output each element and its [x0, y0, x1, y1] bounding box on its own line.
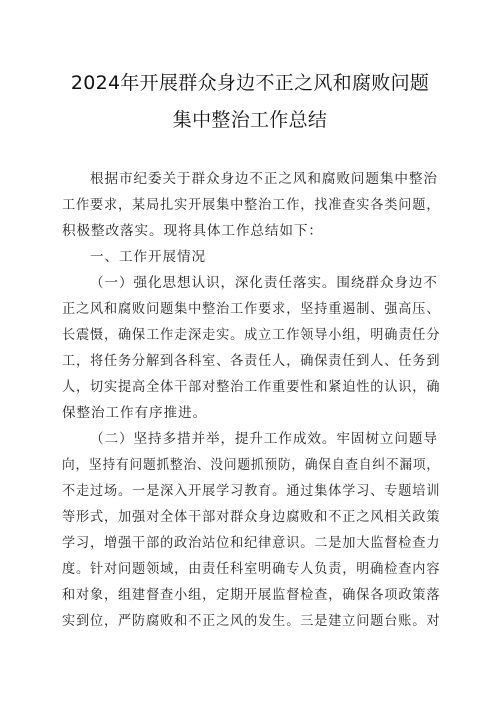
section-heading: 一、工作开展情况	[90, 249, 206, 265]
body-line: 正之风和腐败问题集中整治工作要求，坚持重遏制、强高压、	[62, 301, 441, 317]
body-line: 工作要求，某局扎实开展集中整治工作，找准查实各类问题，	[62, 197, 441, 213]
document-title-line-2: 集中整治工作总结	[172, 109, 328, 131]
body-line: 向，坚持有问题抓整治、没问题抓预防，确保自查自纠不漏项，	[62, 457, 440, 473]
body-line: （二）坚持多措并举，提升工作成效。牢固树立问题导	[90, 431, 438, 447]
body-line: 长震慑，确保工作走深走实。成立工作领导小组，明确责任分	[62, 327, 441, 343]
body-line: 和对象，组建督查小组，定期开展监督检查，确保各项政策落	[62, 587, 441, 603]
body-line: 积极整改落实。现将具体工作总结如下：	[62, 223, 323, 239]
body-line: 根据市纪委关于群众身边不正之风和腐败问题集中整治	[90, 171, 438, 187]
body-line: 不走过场。一是深入开展学习教育。通过集体学习、专题培训	[62, 483, 441, 499]
body-line: 工，将任务分解到各科室、各责任人，确保责任到人、任务到	[62, 353, 441, 369]
body-line: 人，切实提高全体干部对整治工作重要性和紧迫性的认识，确	[62, 379, 441, 395]
body-line: 学习，增强干部的政治站位和纪律意识。二是加大监督检查力	[62, 535, 441, 551]
body-line: 等形式，加强对全体干部对群众身边腐败和不正之风相关政策	[62, 509, 441, 525]
body-line: 实到位，严防腐败和不正之风的发生。三是建立问题台账。对	[62, 613, 441, 629]
document-title-line-1: 2024年开展群众身边不正之风和腐败问题	[70, 72, 430, 94]
body-line: 度。针对问题领域，由责任科室明确专人负责，明确检查内容	[62, 561, 441, 577]
body-line: 保整治工作有序推进。	[62, 405, 207, 421]
body-line: （一）强化思想认识，深化责任落实。围绕群众身边不	[90, 275, 438, 291]
